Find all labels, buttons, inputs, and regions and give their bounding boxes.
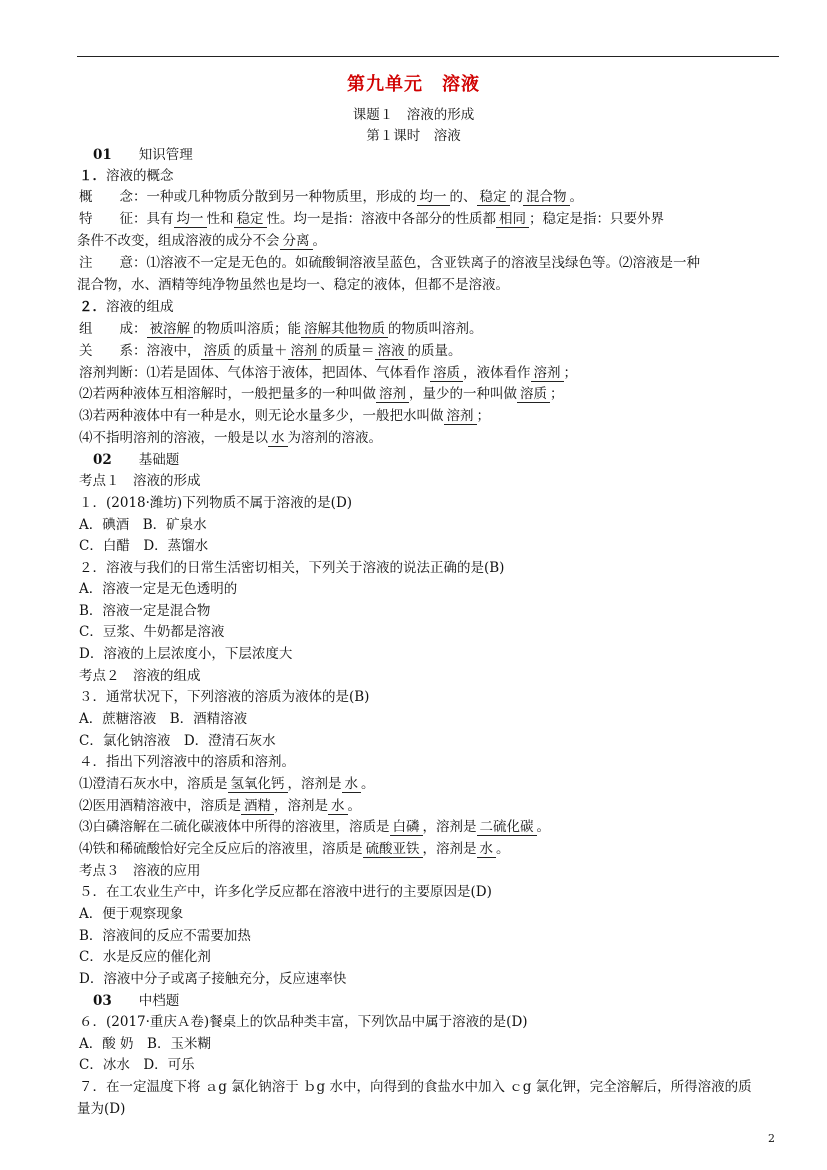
point-heading: ２．溶液的组成 xyxy=(79,299,174,315)
question-subline: ⑴澄清石灰水中，溶质是 氢氧化钙 ，溶剂是 水 。 xyxy=(79,776,375,792)
answer-blank: 白磷 xyxy=(390,819,423,836)
question-subline: ⑵医用酒精溶液中，溶质是 酒精 ，溶剂是 水 。 xyxy=(79,798,361,814)
question-option: C．水是反应的催化剂 xyxy=(79,949,211,965)
question-option: B．溶液一定是混合物 xyxy=(79,603,211,619)
answer-blank: 均一 xyxy=(174,211,207,228)
question-option: D．溶液的上层浓度小，下层浓度大 xyxy=(79,646,293,662)
question-stem: ７．在一定温度下将 ａg 氯化钠溶于 ｂg 水中，向得到的食盐水中加入 ｃg 氯化钾，完全溶解后，所得溶液的质 xyxy=(79,1079,752,1095)
answer-blank: 溶剂 xyxy=(376,386,409,403)
feature-line-2: 条件不改变，组成溶液的成分不会 分离 。 xyxy=(77,233,326,249)
period-title: 第１课时 溶液 xyxy=(366,128,461,144)
solvent-rule-3: ⑶若两种液体中有一种是水，则无论水量多少，一般把水叫做 溶剂 ； xyxy=(79,408,490,424)
header-rule xyxy=(77,56,779,57)
question-option: A．碘酒 B．矿泉水 xyxy=(79,517,207,533)
answer-blank: 稳定 xyxy=(234,211,267,228)
relation-line: 关 系：溶液中， 溶质 的质量＋ 溶剂 的质量＝ 溶液 的质量。 xyxy=(79,343,462,359)
question-stem: １．(2018·潍坊)下列物质不属于溶液的是(D) xyxy=(79,495,353,511)
question-option: A．便于观察现象 xyxy=(79,906,184,922)
question-stem: ４．指出下列溶液中的溶质和溶剂。 xyxy=(79,754,295,770)
section-heading: 03 中档题 xyxy=(93,993,180,1009)
question-stem: ２．溶液与我们的日常生活密切相关，下列关于溶液的说法正确的是(B) xyxy=(79,560,505,576)
question-option: A．酸 奶 B．玉米糊 xyxy=(79,1036,211,1052)
question-stem: ３．通常状况下，下列溶液的溶质为液体的是(B) xyxy=(79,689,370,705)
answer-blank: 溶解其他物质 xyxy=(301,321,388,338)
exam-point: 考点２ 溶液的组成 xyxy=(79,668,201,684)
question-subline: ⑷铁和稀硫酸恰好完全反应后的溶液里，溶质是 硫酸亚铁 ，溶剂是 水 。 xyxy=(79,841,510,857)
answer-blank: 硫酸亚铁 xyxy=(363,841,423,858)
answer-blank: 混合物 xyxy=(523,189,570,206)
answer-blank: 氢氧化钙 xyxy=(228,776,288,793)
answer-blank: 稳定 xyxy=(477,189,510,206)
feature-line: 特 征：具有 均一 性和 稳定 性。均一是指：溶液中各部分的性质都 相同 ；稳定是指：只要外界 xyxy=(79,211,664,227)
question-option: A．蔗糖溶液 B．酒精溶液 xyxy=(79,711,248,727)
exam-point: 考点１ 溶液的形成 xyxy=(79,473,201,489)
page-number: 2 xyxy=(768,1132,775,1145)
answer-blank: 溶质 xyxy=(201,343,234,360)
question-option: C．冰水 D．可乐 xyxy=(79,1057,195,1073)
definition-line: 概 念：一种或几种物质分散到另一种物质里，形成的 均一 的、 稳定 的 混合物 。 xyxy=(79,189,583,205)
answer-blank: 分离 xyxy=(280,233,313,250)
composition-line: 组 成： 被溶解 的物质叫溶质；能 溶解其他物质 的物质叫溶剂。 xyxy=(79,321,483,337)
exam-point: 考点３ 溶液的应用 xyxy=(79,863,201,879)
question-option: B．溶液间的反应不需要加热 xyxy=(79,928,251,944)
point-heading: １．溶液的概念 xyxy=(79,168,174,184)
answer-blank: 溶质 xyxy=(430,365,463,382)
question-option: C．白醋 D．蒸馏水 xyxy=(79,538,209,554)
answer-blank: 水 xyxy=(328,798,348,815)
answer-blank: 水 xyxy=(268,430,288,447)
question-subline: ⑶白磷溶解在二硫化碳液体中所得的溶液里，溶质是 白磷 ，溶剂是 二硫化碳 。 xyxy=(79,819,550,835)
answer-blank: 溶剂 xyxy=(288,343,321,360)
answer-blank: 溶质 xyxy=(517,386,550,403)
question-stem: ６．(2017·重庆Ａ卷)餐桌上的饮品种类丰富，下列饮品中属于溶液的是(D) xyxy=(79,1014,528,1030)
answer-blank: 水 xyxy=(477,841,497,858)
answer-blank: 均一 xyxy=(417,189,450,206)
question-option: A．溶液一定是无色透明的 xyxy=(79,581,238,597)
answer-blank: 水 xyxy=(342,776,362,793)
question-option: C．氯化钠溶液 D．澄清石灰水 xyxy=(79,733,276,749)
question-stem-2: 量为(D) xyxy=(77,1101,126,1117)
answer-blank: 被溶解 xyxy=(147,321,194,338)
note-line: 注 意：⑴溶液不一定是无色的。如硫酸铜溶液呈蓝色，含亚铁离子的溶液呈浅绿色等。⑵溶液是一种 xyxy=(79,255,700,271)
question-stem: ５．在工农业生产中，许多化学反应都在溶液中进行的主要原因是(D) xyxy=(79,884,492,900)
section-heading: 01 知识管理 xyxy=(93,147,193,163)
answer-blank: 相同 xyxy=(496,211,529,228)
answer-blank: 酒精 xyxy=(241,798,274,815)
answer-blank: 溶液 xyxy=(375,343,408,360)
question-option: C．豆浆、牛奶都是溶液 xyxy=(79,624,225,640)
answer-blank: 溶剂 xyxy=(444,408,477,425)
question-option: D．溶液中分子或离子接触充分，反应速率快 xyxy=(79,971,347,987)
answer-blank: 溶剂 xyxy=(531,365,564,382)
lesson-title: 课题１ 溶液的形成 xyxy=(352,107,475,123)
section-heading: 02 基础题 xyxy=(93,452,180,468)
solvent-rule-2: ⑵若两种液体互相溶解时，一般把量多的一种叫做 溶剂 ，量少的一种叫做 溶质 ； xyxy=(79,386,564,402)
solvent-rule-4: ⑷不指明溶剂的溶液，一般是以 水 为溶剂的溶液。 xyxy=(79,430,382,446)
solvent-rule-1: 溶剂判断：⑴若是固体、气体溶于液体，把固体、气体看作 溶质 ，液体看作 溶剂 ； xyxy=(79,365,577,381)
answer-blank: 二硫化碳 xyxy=(477,819,537,836)
note-line-2: 混合物，水、酒精等纯净物虽然也是均一、稳定的液体，但都不是溶液。 xyxy=(77,277,509,293)
unit-title: 第九单元 溶液 xyxy=(347,74,480,95)
